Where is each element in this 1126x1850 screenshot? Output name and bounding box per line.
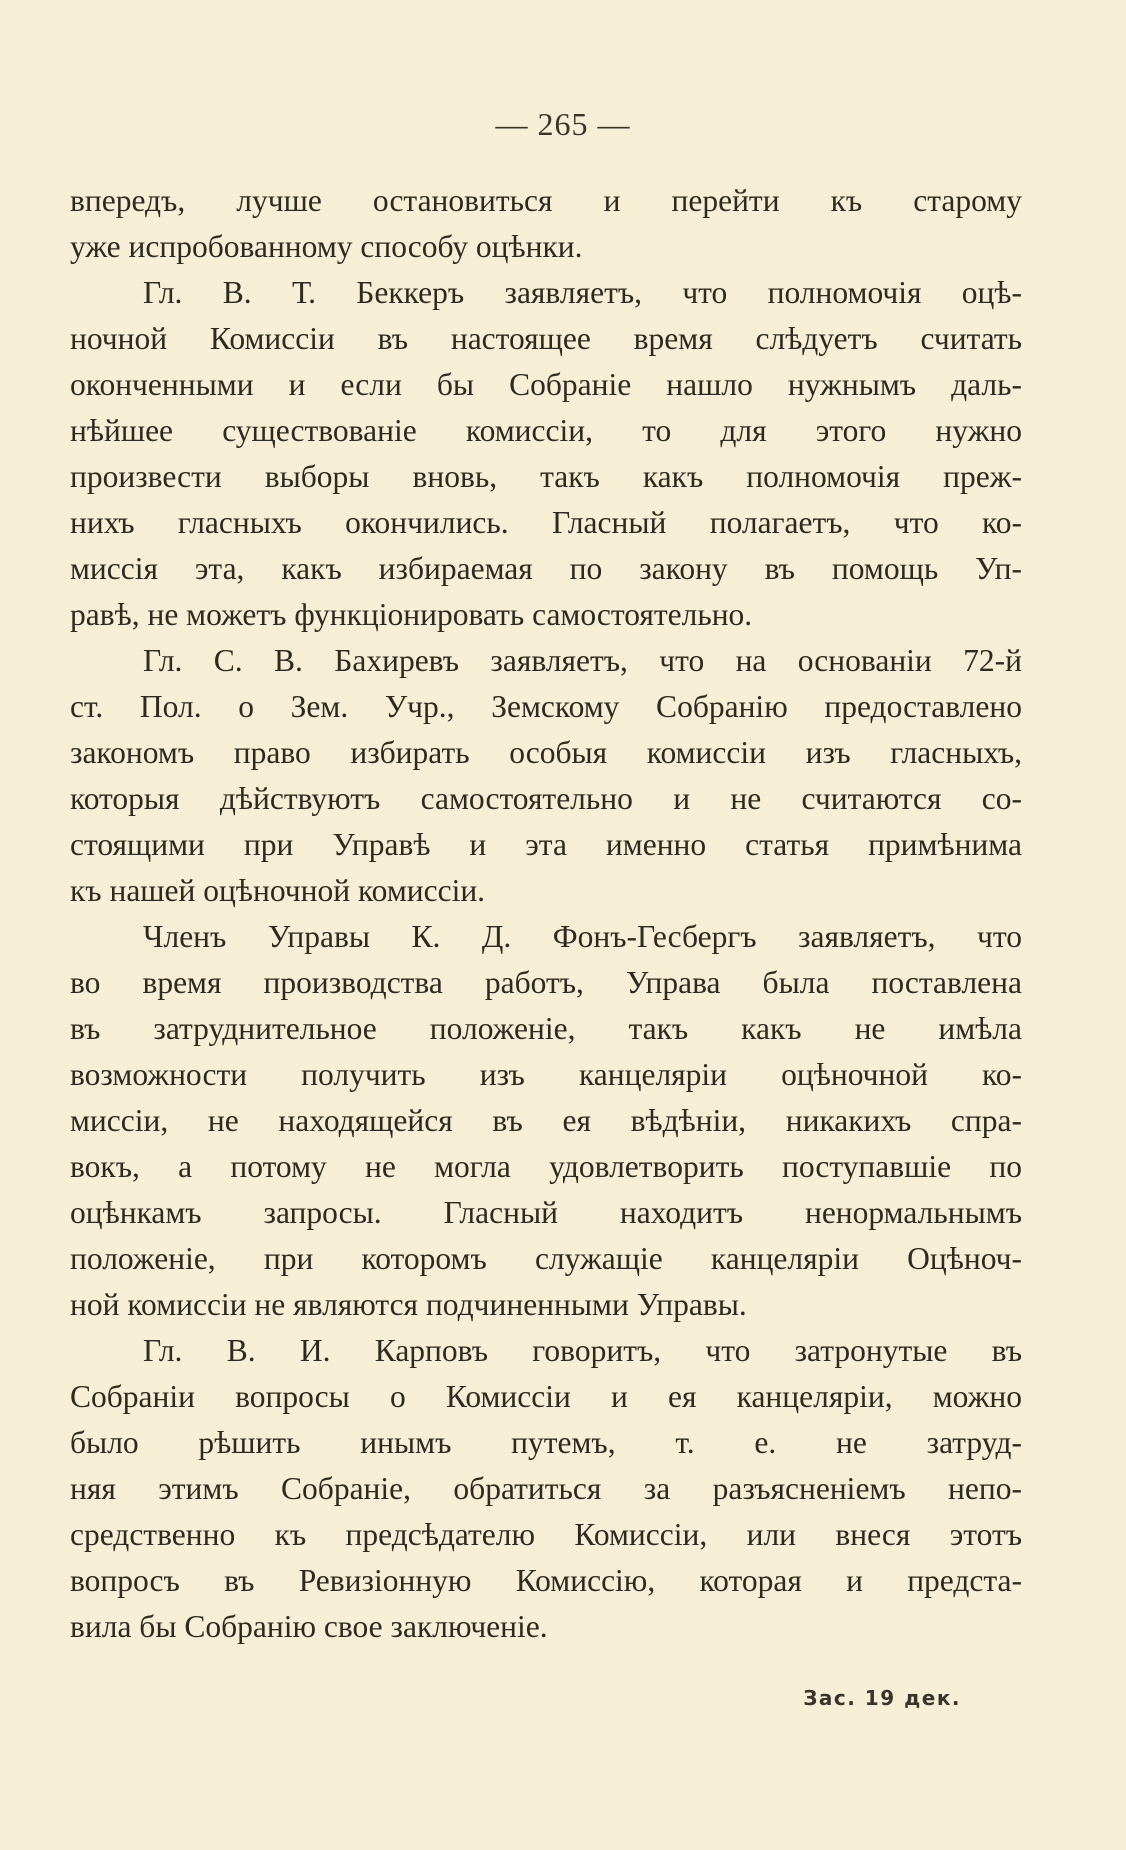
- paragraph: [70, 270, 1022, 638]
- text-line: оцѣнкамъ запросы. Гласный находитъ ненормальнымъ: [70, 1195, 1022, 1230]
- text-line: Собраніи вопросы о Комиссіи и ея канцеляріи, можно: [70, 1379, 1022, 1414]
- text-line: впередъ, лучше остановиться и перейти къ старому: [70, 183, 1022, 218]
- text-line: стоящими при Управѣ и эта именно статья примѣнима: [70, 827, 1022, 862]
- body-text: [70, 178, 1022, 1650]
- text-line: оконченными и если бы Собраніе нашло нужнымъ даль-: [70, 367, 1022, 402]
- text-line: которыя дѣйствуютъ самостоятельно и не считаются со-: [70, 781, 1022, 816]
- text-line: вила бы Собранію свое заключеніе.: [70, 1609, 548, 1644]
- paragraph: [70, 178, 1022, 270]
- text-line: ночной Комиссіи въ настоящее время слѣдуетъ считать: [70, 321, 1022, 356]
- text-line: вопросъ въ Ревизіонную Комиссію, которая и предста-: [70, 1563, 1022, 1598]
- text-line: нѣйшее существованіе комиссіи, то для этого нужно: [70, 413, 1022, 448]
- footer-signature: Зас. 19 дек.: [803, 1686, 961, 1710]
- text-line: закономъ право избирать особыя комиссіи изъ гласныхъ,: [70, 735, 1022, 770]
- text-line: няя этимъ Собраніе, обратиться за разъясненіемъ непо-: [70, 1471, 1022, 1506]
- text-line: уже испробованному способу оцѣнки.: [70, 229, 583, 264]
- text-line: въ затруднительное положеніе, такъ какъ не имѣла: [70, 1011, 1022, 1046]
- text-line: миссіи, не находящейся въ ея вѣдѣніи, никакихъ спра-: [70, 1103, 1022, 1138]
- text-line: равѣ, не можетъ функціонировать самостоятельно.: [70, 597, 753, 632]
- paragraph: [70, 914, 1022, 1328]
- paragraph: [70, 638, 1022, 914]
- text-line: ст. Пол. о Зем. Учр., Земскому Собранію предоставлено: [70, 689, 1022, 724]
- text-line: было рѣшить инымъ путемъ, т. е. не затруд-: [70, 1425, 1022, 1460]
- text-line: Гл. С. В. Бахиревъ заявляетъ, что на основаніи 72-й: [143, 643, 1022, 678]
- text-line: средственно къ предсѣдателю Комиссіи, или внеся этотъ: [70, 1517, 1022, 1552]
- text-line: къ нашей оцѣночной комиссіи.: [70, 873, 486, 908]
- page-number: — 265 —: [495, 106, 631, 142]
- text-line: вокъ, а потому не могла удовлетворить поступавшіе по: [70, 1149, 1022, 1184]
- text-line: возможности получить изъ канцеляріи оцѣночной ко-: [70, 1057, 1022, 1092]
- text-line: нихъ гласныхъ окончились. Гласный полагаетъ, что ко-: [70, 505, 1022, 540]
- text-line: Гл. В. Т. Беккеръ заявляетъ, что полномочія оцѣ-: [143, 275, 1022, 310]
- text-line: Членъ Управы К. Д. Фонъ-Гесбергъ заявляетъ, что: [143, 919, 1022, 954]
- text-line: во время производства работъ, Управа была поставлена: [70, 965, 1022, 1000]
- text-line: миссія эта, какъ избираемая по закону въ помощь Уп-: [70, 551, 1022, 586]
- text-line: ной комиссіи не являются подчиненными Управы.: [70, 1287, 747, 1322]
- text-line: положеніе, при которомъ служащіе канцеляріи Оцѣноч-: [70, 1241, 1022, 1276]
- text-line: Гл. В. И. Карповъ говоритъ, что затронутые въ: [143, 1333, 1022, 1368]
- paragraph: [70, 1328, 1022, 1650]
- text-line: произвести выборы вновь, такъ какъ полномочія преж-: [70, 459, 1022, 494]
